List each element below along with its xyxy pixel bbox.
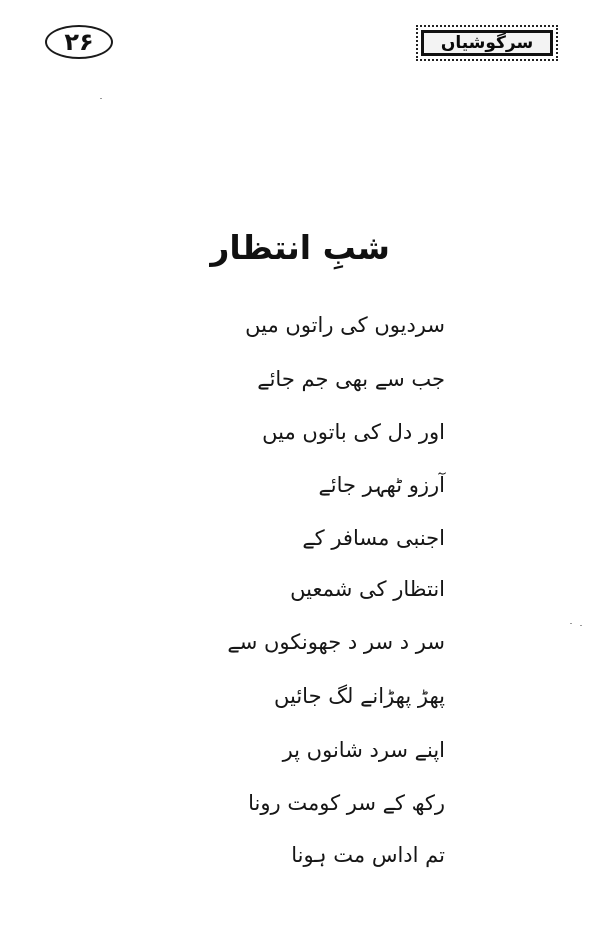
poem-line-10: رکھ کے سر کومت رونا (248, 791, 445, 815)
poem-line-4: آرزو ٹھہر جائے (318, 473, 445, 497)
poem-line-6: انتظار کی شمعیں (290, 577, 445, 601)
poem-line-7: سر د سر د جھونکوں سے (227, 630, 445, 654)
poem-line-8: پھڑ پھڑانے لگ جائیں (274, 684, 445, 708)
poem-title: شبِ انتظار (210, 228, 390, 267)
book-title: سرگوشیاں (421, 30, 553, 56)
poem-line-3: اور دل کی باتوں میں (262, 420, 445, 444)
scan-speck (100, 98, 102, 99)
book-title-banner (416, 25, 558, 61)
page-number: ۲۶ (45, 25, 113, 59)
poem-line-5: اجنبی مسافر کے (302, 526, 445, 550)
scan-speck (570, 623, 572, 624)
scan-speck (580, 625, 582, 626)
poem-line-11: تم اداس مت ہونا (291, 843, 445, 867)
poem-line-9: اپنے سرد شانوں پر (282, 738, 445, 762)
poem-line-2: جب سے بھی جم جائے (257, 367, 445, 391)
poem-line-1: سردیوں کی راتوں میں (245, 313, 445, 337)
